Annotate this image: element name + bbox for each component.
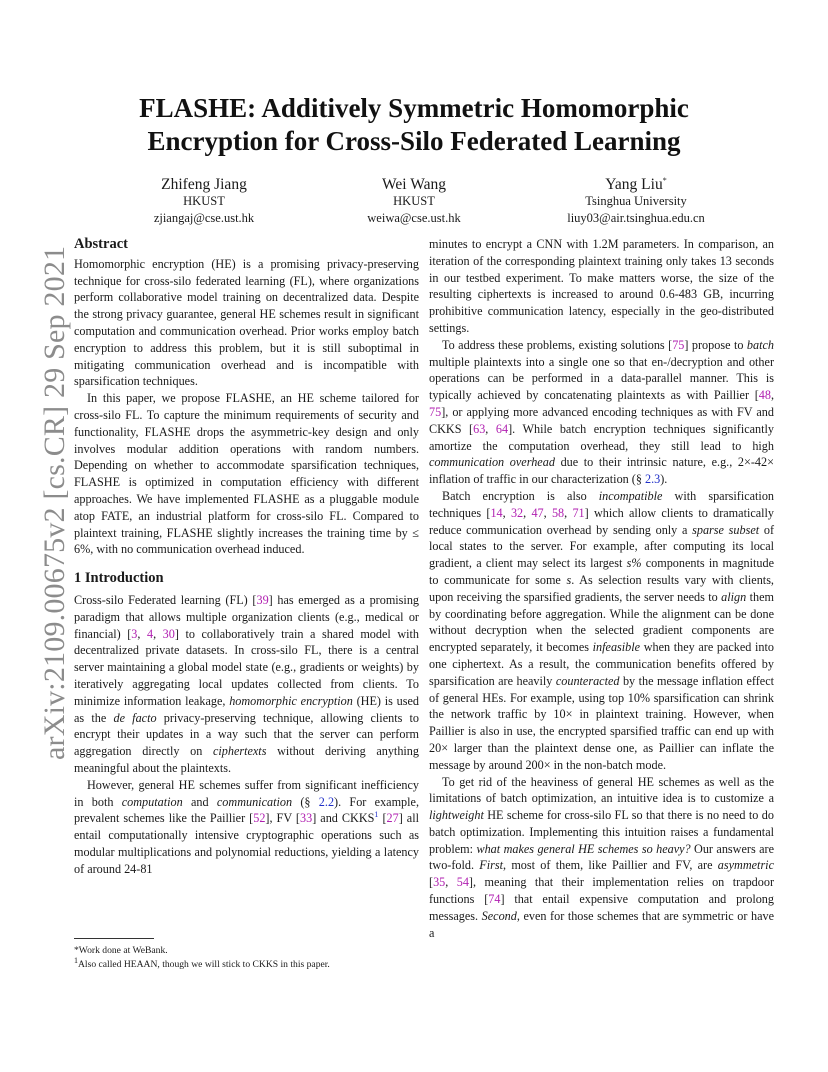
body-paragraph-sparsification: Batch encryption is also incompatible with sparsification techniques [14, 32, 47, 58, 71] which allow clients to dramatically reduce communication overhead by sending only a sparse subset of local states to the server. For example, after computing its local gradient, a client may select its largest s% components in magnitude to communicate for some s. As selection results vary with clients, upon receiving the sparsified gradients, the server needs to align them by coordinating before aggregation. While the alignment can be done without decryption when the selected gradient components are encrypted separately, it becomes infeasible when they are packed into one ciphertext. As a result, the communication benefits offered by sparsification are heavily counteracted by the message inflation effect of general HEs. For example, using top 10% sparsification can shrink the network traffic by 10× in plaintext training. However, when Paillier is also in use, the encrypted sparsified traffic can end up with 20× larger than the plaintext dense one, as Paillier can inflate the message by around 200× in the non-batch mode. [429,488,775,772]
author-affiliation: Tsinghua University [585,194,687,208]
citation-link[interactable]: 75 [672,337,685,352]
author-email: liuy03@air.tsinghua.edu.cn [567,211,705,225]
footnote-mark-link[interactable]: 1 [374,810,379,820]
citation-link[interactable]: 14 [490,505,503,520]
title-line-2: Encryption for Cross-Silo Federated Learning [147,126,681,156]
section-ref-link[interactable]: 2.3 [645,472,661,487]
paper-title [100,92,728,158]
citation-link[interactable]: 3 [131,626,138,641]
intro-paragraph-2: However, general HE schemes suffer from significant inefficiency in both computation and communication (§ 2.2). For example, prevalent schemes like the Paillier [52], FV [33] and CKKS$^1$ [27] all entail computationally intensive cryptographic operations such as modular multiplications and polynomial reductions, yielding a latency of around 24-81 [74,777,419,876]
author-block [294,176,534,227]
author-email: zjiangaj@cse.ust.hk [153,211,255,225]
body-paragraph-lightweight: To get rid of the heaviness of general HE schemes as well as the limitations of batch optimization, an intuitive idea is to customize a lightweight HE scheme for cross-silo FL so that there is no need to do batch optimization. Implementing this intuition raises a fundamental problem: what makes general HE schemes so heavy? Our answers are two-fold. First, most of them, like Paillier and FV, are asymmetric [35, 54], meaning that their implementation relies on trapdoor functions [74] that entail expensive computation and prolong messages. Second, even for those schemes that are symmetric or have a [429,774,774,940]
section-heading-introduction: 1 Introduction [74,570,164,587]
citation-link[interactable]: 74 [488,892,501,907]
abstract-heading: Abstract [74,236,128,252]
citation-link[interactable]: 33 [300,811,313,826]
citation-link[interactable]: 32 [510,505,524,520]
author-email: weiwa@cse.ust.hk [367,211,461,225]
author-name: Wei Wang [382,176,446,193]
citation-link[interactable]: 64 [495,421,509,436]
citation-link[interactable]: 27 [386,811,399,826]
author-affiliation: HKUST [393,194,435,208]
citation-link[interactable]: 63 [473,421,486,436]
abstract-paragraph-2: In this paper, we propose FLASHE, an HE scheme tailored for cross-silo FL. To capture the minimum requirements of security and functionality, FLASHE drops the asymmetric-key design and only involves modular addition operations with random numbers. Depending on whether to accommodate sparsification techniques, FLASHE is optimized in computation efficiency with different approaches. We have implemented FLASHE as a pluggable module atop FATE, an industrial platform for cross-silo FL. Compared to plaintext training, FLASHE slightly increases the training time by ≤ 6%, with no communication overhead induced. [74,391,419,557]
section-ref-link[interactable]: 2.2 [318,794,335,809]
body-paragraph-batching: To address these problems, existing solutions [75] propose to batch multiple plaintexts into a single one so that en-/decryption and other operations can be performed in a data-parallel manner. This is typically achieved by concatenating plaintexts as with Paillier [48, 75], or applying more advanced encoding techniques as with FV and CKKS [63, 64]. While batch encryption techniques significantly amortize the computation overhead, they still lead to high communication overhead due to their intrinsic nature, e.g., 2×-42× inflation of traffic in our characterization (§ 2.3). [429,337,774,487]
citation-link[interactable]: 58 [551,505,565,520]
citation-link[interactable]: 75 [429,404,442,419]
left-column [74,236,419,877]
citation-link[interactable]: 47 [531,505,544,520]
author-block [84,176,324,227]
author-name: Zhifeng Jiang [161,176,247,193]
author-affiliation: HKUST [183,194,225,208]
citation-link[interactable]: 30 [162,626,175,641]
citation-link[interactable]: 71 [572,505,585,520]
citation-link[interactable]: 52 [253,811,266,826]
citation-link[interactable]: 39 [256,592,269,607]
footnote-2: $^1$Also called HEAAN, though we will stick to CKKS in this paper. [74,955,330,970]
abstract-paragraph-1: Homomorphic encryption (HE) is a promising privacy-preserving technique for cross-silo federated learning (FL), where organizations perform collaborative model training on decentralized data. Despite the strong privacy guarantee, general HE schemes result in significant computation and communication overhead. Prior works employ batch encryption to address this problem, but it is still suboptimal in mitigating communication overhead and is incompatible with sparsification techniques. [74,256,419,389]
citation-link[interactable]: 48 [758,388,771,403]
author-block [516,176,756,227]
footnotes [74,944,419,971]
author-footnote-mark: * [662,175,667,185]
citation-link[interactable]: 35 [433,875,446,890]
intro-paragraph-1: Cross-silo Federated learning (FL) [39] has emerged as a promising paradigm that allows multiple organization clients (e.g., medical or financial) [3, 4, 30] to collaboratively train a shared model with decentralized private datasets. In cross-silo FL, there is a central server maintaining a global model state (e.g., gradients or weights) by iteratively aggregating local updates collected from clients. To minimize information leakage, homomorphic encryption (HE) is used as the de facto privacy-preserving technique, allowing clients to encrypt their updates in a way such that the server can perform aggregation directly on ciphertexts without deriving anything meaningful about the plaintexts. [74,592,420,775]
body-paragraph-continued: minutes to encrypt a CNN with 1.2M parameters. In comparison, an iteration of the corresponding plaintext training only takes 13 seconds in our testbed experiment. To make matters worse, the size of the resulting ciphertexts is increased to around 0.6-483 GB, incurring prohibitive communication latency, especially in the geo-distributed settings. [429,237,774,335]
arxiv-stamp: arXiv:2109.00675v2 [cs.CR] 29 Sep 2021 [38,245,71,760]
title-line-1: FLASHE: Additively Symmetric Homomorphic [139,93,689,123]
citation-link[interactable]: 4 [146,626,154,641]
right-column [429,236,774,941]
footnote-1: *Work done at WeBank. [74,945,168,956]
footnote-rule [74,938,154,939]
author-name: Yang Liu* [605,175,667,193]
citation-link[interactable]: 54 [456,875,469,890]
